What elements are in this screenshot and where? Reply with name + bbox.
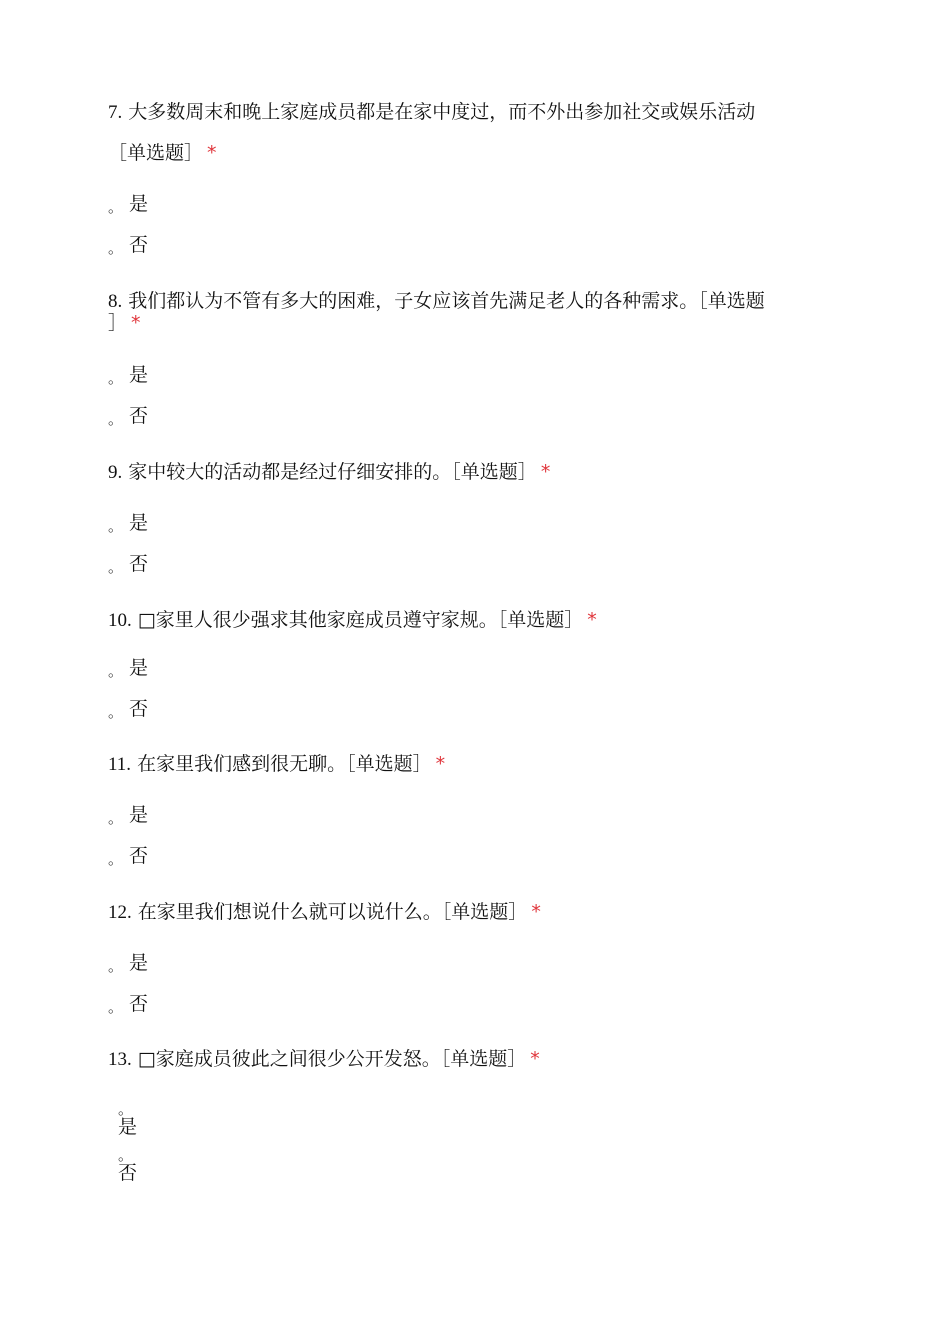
question-title bbox=[108, 901, 541, 924]
option-label: 否 bbox=[129, 553, 149, 575]
question-type-line bbox=[108, 142, 217, 164]
question-number: 10. bbox=[108, 610, 132, 631]
option-label: 否 bbox=[129, 845, 149, 867]
question-title bbox=[108, 1048, 540, 1071]
question-text: □家庭成员彼此之间很少公开发怒。［单选题］ bbox=[137, 1048, 527, 1070]
question-text: 家中较大的活动都是经过仔细安排的。［单选题］ bbox=[128, 461, 537, 483]
option-label: 是 bbox=[129, 804, 149, 826]
question-text-cont: ］ bbox=[108, 312, 128, 334]
option-yes[interactable] bbox=[108, 512, 148, 535]
option-label: 否 bbox=[118, 1162, 138, 1184]
option-label: 是 bbox=[118, 1116, 138, 1138]
option-label: 否 bbox=[129, 234, 149, 256]
radio-icon[interactable]: 。 bbox=[108, 809, 124, 827]
radio-icon[interactable]: 。 bbox=[108, 850, 124, 868]
option-yes[interactable] bbox=[108, 952, 148, 975]
question-number: 11. bbox=[108, 754, 132, 775]
question-title bbox=[108, 101, 755, 124]
option-no[interactable] bbox=[108, 405, 148, 428]
option-label: 是 bbox=[129, 512, 149, 534]
option-no[interactable] bbox=[108, 845, 148, 868]
required-mark: * bbox=[435, 753, 446, 775]
option-no[interactable] bbox=[118, 1148, 137, 1184]
option-yes[interactable] bbox=[118, 1102, 137, 1138]
question-type-label: ［单选题］ bbox=[108, 142, 204, 164]
option-yes[interactable] bbox=[108, 193, 148, 216]
question-text: 我们都认为不管有多大的困难，子女应该首先满足老人的各种需求。［单选题 bbox=[128, 290, 765, 312]
question-number: 9. bbox=[108, 462, 123, 483]
radio-icon[interactable]: 。 bbox=[108, 558, 124, 576]
option-no[interactable] bbox=[108, 234, 148, 257]
option-yes[interactable] bbox=[108, 804, 148, 827]
option-yes[interactable] bbox=[108, 364, 148, 387]
option-label: 否 bbox=[129, 698, 149, 720]
question-title bbox=[108, 609, 597, 632]
option-no[interactable] bbox=[108, 698, 148, 721]
radio-icon[interactable]: 。 bbox=[108, 410, 124, 428]
required-mark: * bbox=[207, 142, 217, 164]
option-label: 否 bbox=[129, 993, 149, 1015]
required-mark: * bbox=[531, 901, 541, 923]
question-text: □家里人很少强求其他家庭成员遵守家规。［单选题］ bbox=[137, 609, 584, 631]
radio-icon[interactable]: 。 bbox=[108, 239, 124, 257]
required-mark: * bbox=[530, 1048, 540, 1070]
question-text: 在家里我们感到很无聊。［单选题］ bbox=[137, 753, 432, 775]
question-number: 7. bbox=[108, 102, 123, 123]
question-title bbox=[108, 461, 550, 484]
required-mark: * bbox=[131, 312, 141, 334]
required-mark: * bbox=[540, 461, 551, 483]
question-text: 在家里我们想说什么就可以说什么。［单选题］ bbox=[137, 901, 528, 923]
radio-icon[interactable]: 。 bbox=[118, 1146, 134, 1164]
question-number: 13. bbox=[108, 1049, 132, 1070]
radio-icon[interactable]: 。 bbox=[108, 703, 124, 721]
option-label: 否 bbox=[129, 405, 149, 427]
radio-icon[interactable]: 。 bbox=[108, 369, 124, 387]
radio-icon[interactable]: 。 bbox=[108, 957, 124, 975]
radio-icon[interactable]: 。 bbox=[108, 517, 124, 535]
option-label: 是 bbox=[129, 193, 149, 215]
question-text: 大多数周末和晚上家庭成员都是在家中度过，而不外出参加社交或娱乐活动 bbox=[128, 101, 756, 123]
option-yes[interactable] bbox=[108, 657, 148, 680]
question-title bbox=[108, 753, 445, 776]
radio-icon[interactable]: 。 bbox=[108, 198, 124, 216]
option-no[interactable] bbox=[108, 553, 148, 576]
radio-icon[interactable]: 。 bbox=[108, 998, 124, 1016]
option-label: 是 bbox=[129, 657, 149, 679]
radio-icon[interactable]: 。 bbox=[118, 1100, 134, 1118]
question-type-line bbox=[108, 312, 141, 334]
question-number: 8. bbox=[108, 291, 123, 312]
question-number: 12. bbox=[108, 902, 132, 923]
option-label: 是 bbox=[129, 952, 149, 974]
question-title bbox=[108, 290, 765, 313]
option-label: 是 bbox=[129, 364, 149, 386]
option-no[interactable] bbox=[108, 993, 148, 1016]
radio-icon[interactable]: 。 bbox=[108, 662, 124, 680]
required-mark: * bbox=[587, 609, 597, 631]
